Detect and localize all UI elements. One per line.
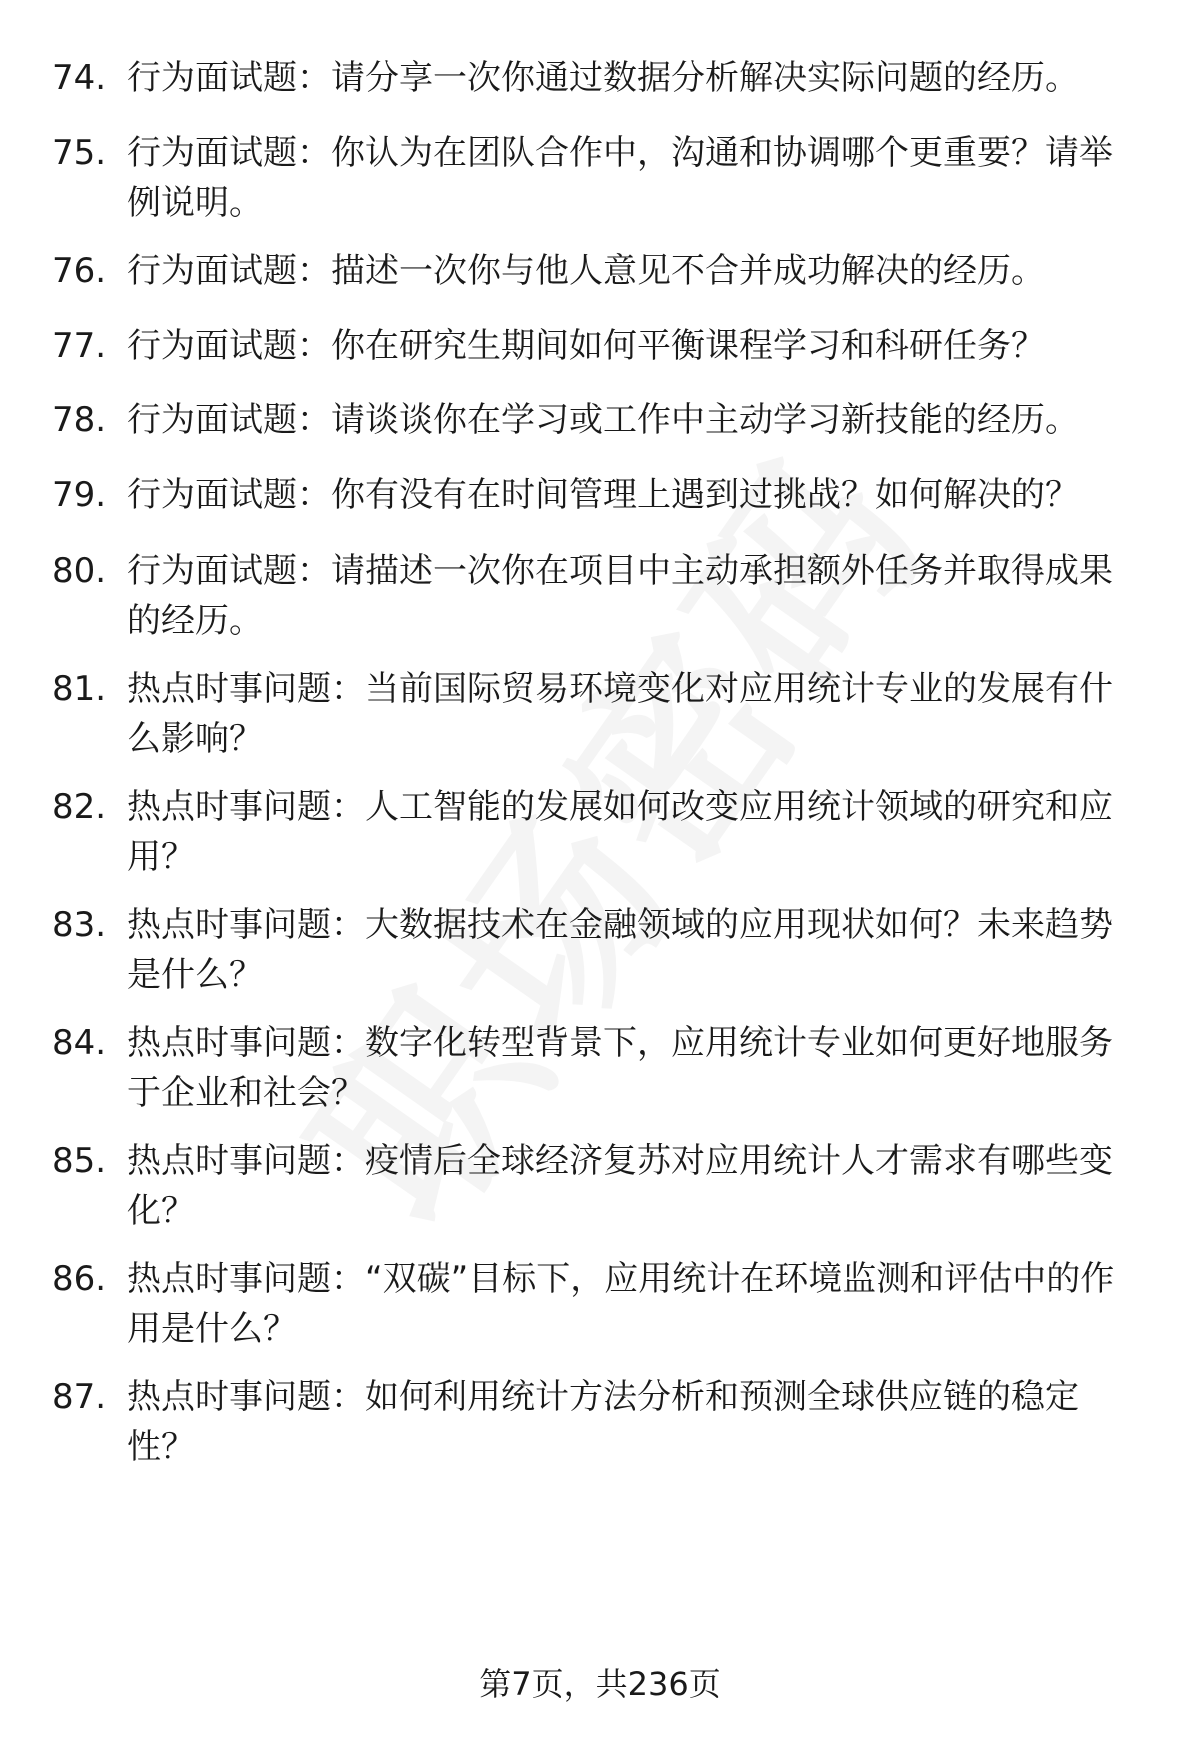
item-number: 80. <box>52 551 107 591</box>
item-text: 热点时事问题：数字化转型背景下，应用统计专业如何更好地服务于企业和社会？ <box>127 1023 1113 1113</box>
item-number: 85. <box>52 1141 107 1181</box>
item-number: 79. <box>52 475 107 515</box>
item-number: 78. <box>52 400 107 440</box>
item-number: 76. <box>52 251 107 291</box>
item-text: 行为面试题：你在研究生期间如何平衡课程学习和科研任务？ <box>127 326 1045 366</box>
item-number: 83. <box>52 905 107 945</box>
item-text: 热点时事问题：当前国际贸易环境变化对应用统计专业的发展有什么影响？ <box>127 669 1113 759</box>
item-number: 81. <box>52 669 107 709</box>
item-text: 热点时事问题：“双碳”目标下，应用统计在环境监测和评估中的作用是什么？ <box>127 1259 1115 1349</box>
item-text: 行为面试题：请谈谈你在学习或工作中主动学习新技能的经历。 <box>127 400 1079 440</box>
item-number: 84. <box>52 1023 107 1063</box>
page-number-footer: 第7页，共236页 <box>479 1665 721 1703</box>
item-text: 行为面试题：请分享一次你通过数据分析解决实际问题的经历。 <box>127 58 1079 98</box>
item-text: 热点时事问题：人工智能的发展如何改变应用统计领域的研究和应用？ <box>127 787 1113 877</box>
item-text: 热点时事问题：疫情后全球经济复苏对应用统计人才需求有哪些变化？ <box>127 1141 1113 1231</box>
item-text: 行为面试题：描述一次你与他人意见不合并成功解决的经历。 <box>127 251 1045 291</box>
item-text: 热点时事问题：大数据技术在金融领域的应用现状如何？未来趋势是什么？ <box>127 905 1113 995</box>
item-number: 86. <box>52 1259 107 1299</box>
item-number: 74. <box>52 58 107 98</box>
item-number: 77. <box>52 326 107 366</box>
item-number: 75. <box>52 133 107 173</box>
item-text: 行为面试题：你认为在团队合作中，沟通和协调哪个更重要？请举例说明。 <box>127 133 1113 223</box>
item-number: 82. <box>52 787 107 827</box>
item-text: 行为面试题：请描述一次你在项目中主动承担额外任务并取得成果的经历。 <box>127 551 1113 641</box>
item-text: 行为面试题：你有没有在时间管理上遇到过挑战？如何解决的？ <box>127 475 1079 515</box>
item-text: 热点时事问题：如何利用统计方法分析和预测全球供应链的稳定性？ <box>127 1377 1079 1467</box>
item-number: 87. <box>52 1377 107 1417</box>
